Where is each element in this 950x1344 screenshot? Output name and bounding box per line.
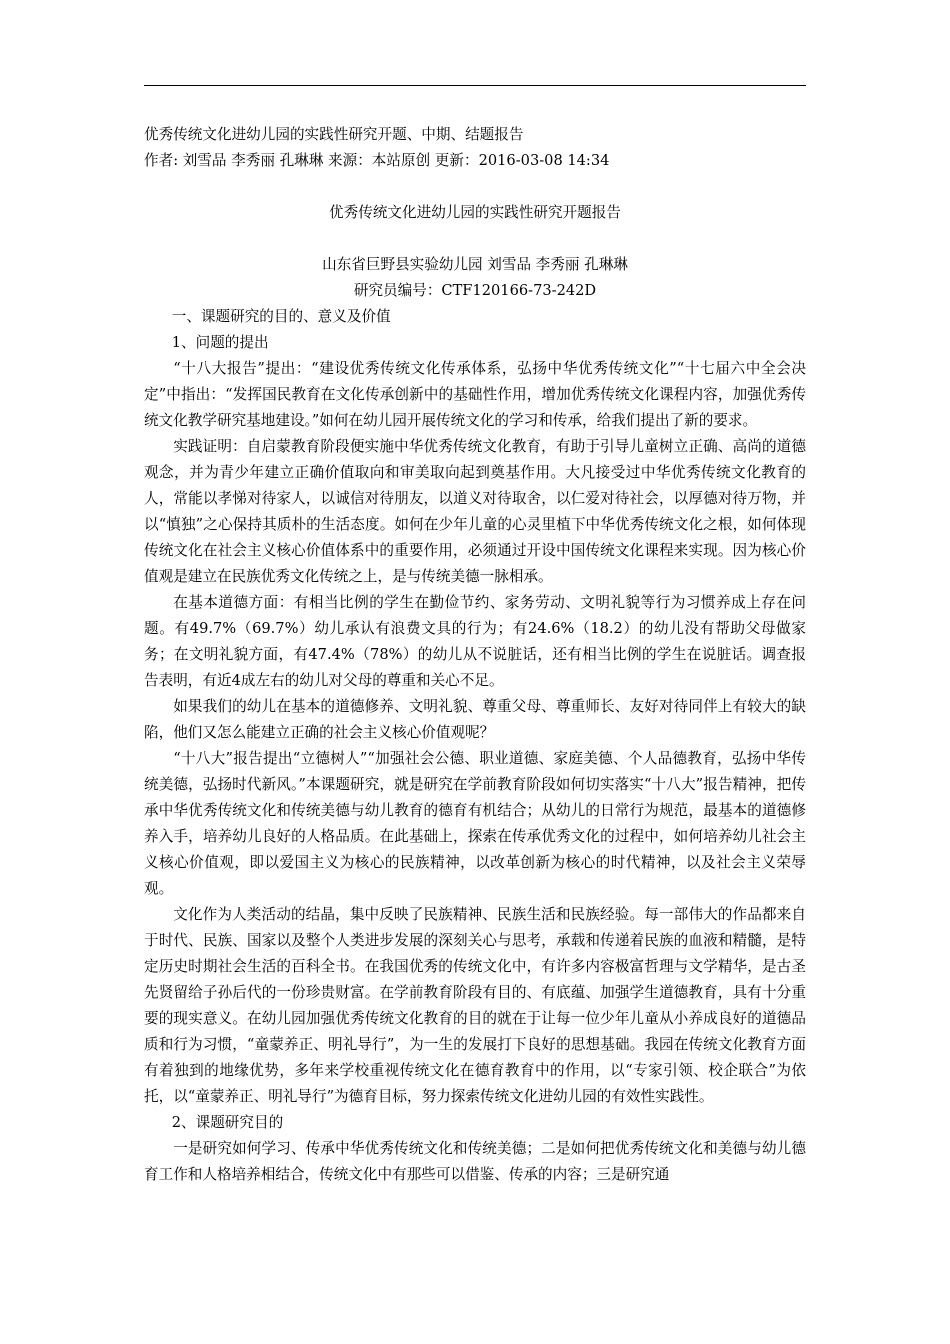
spacer xyxy=(144,226,806,252)
subsection-heading-1-1: 1、问题的提出 xyxy=(171,334,269,351)
subsection-heading-1-2: 2、课题研究目的 xyxy=(171,1114,284,1131)
article-meta: 作者: 刘雪品 李秀丽 孔琳琳 来源：本站原创 更新：2016-03-08 14:34 xyxy=(144,152,610,169)
researcher-id: 研究员编号：CTF120166-73-242D xyxy=(353,282,597,299)
top-rule xyxy=(144,85,806,86)
paragraph-2: 实践证明：自启蒙教育阶段便实施中华优秀传统文化教育，有助于引导儿童树立正确、高尚的道德观念，并为青少年建立正确价值取向和审美取向起到奠基作用。大凡接受过中华优秀传统文化教育的人，常能以孝悌对待家人，以诚信对待朋友，以道义对待取舍，以仁爱对待社会，以厚德对待万物，并以“慎独”之心保持其质朴的生活态度。如何在少年儿童的心灵里植下中华优秀传统文化之根，如何体现传统文化在社会主义核心价值体系中的重要作用，必须通过开设中国传统文化课程来实现。因为核心价值观是建立在民族优秀文化传统之上，是与传统美德一脉相承。 xyxy=(144,438,806,585)
document-body xyxy=(144,122,806,1188)
paragraph-1: “十八大报告”提出：“建设优秀传统文化传承体系，弘扬中华优秀传统文化”“十七届六中全会决定”中指出：“发挥国民教育在文化传承创新中的基础性作用，增加优秀传统文化课程内容，加强优秀传统文化教学研究基地建设。”如何在幼儿园开展传统文化的学习和传承，给我们提出了新的要求。 xyxy=(144,360,806,429)
report-title: 优秀传统文化进幼儿园的实践性研究开题报告 xyxy=(329,204,621,221)
paragraph-5: “十八大”报告提出“立德树人”“加强社会公德、职业道德、家庭美德、个人品德教育，弘扬中华传统美德，弘扬时代新风。”本课题研究，就是研究在学前教育阶段如何切实落实“十八大”报告精神，把传承中华优秀传统文化和传统美德与幼儿教育的德育有机结合；从幼儿的日常行为规范，最基本的道德修养入手，培养幼儿良好的人格品质。在此基础上，探索在传承优秀文化的过程中，如何培养幼儿社会主义核心价值观，即以爱国主义为核心的民族精神，以改革创新为核心的时代精神，以及社会主义荣辱观。 xyxy=(144,750,806,897)
paragraph-7: 一是研究如何学习、传承中华优秀传统文化和传统美德；二是如何把优秀传统文化和美德与幼儿德育工作和人格培养相结合，传统文化中有那些可以借鉴、传承的内容；三是研究通 xyxy=(144,1140,806,1183)
article-title: 优秀传统文化进幼儿园的实践性研究开题、中期、结题报告 xyxy=(144,126,524,143)
paragraph-4: 如果我们的幼儿在基本的道德修养、文明礼貌、尊重父母、尊重师长、友好对待同伴上有较大的缺陷，他们又怎么能建立正确的社会主义核心价值观呢？ xyxy=(144,698,806,741)
paragraph-3: 在基本道德方面：有相当比例的学生在勤俭节约、家务劳动、文明礼貌等行为习惯养成上存在问题。有49.7%（69.7%）幼儿承认有浪费文具的行为；有24.6%（18.2）的幼儿没有帮助父母做家务；在文明礼貌方面，有47.4%（78%）的幼儿从不说脏话，还有相当比例的学生在说脏话。调查报告表明，有近4成左右的幼儿对父母的尊重和关心不足。 xyxy=(144,594,806,689)
report-authors: 山东省巨野县实验幼儿园 刘雪品 李秀丽 孔琳琳 xyxy=(322,256,628,273)
paragraph-6: 文化作为人类活动的结晶，集中反映了民族精神、民族生活和民族经验。每一部伟大的作品都来自于时代、民族、国家以及整个人类进步发展的深刻关心与思考，承载和传递着民族的血液和精髓，是特定历史时期社会生活的百科全书。在我国优秀的传统文化中，有许多内容极富哲理与文学精华，是古圣先贤留给子孙后代的一份珍贵财富。在学前教育阶段有目的、有底蕴、加强学生道德教育，具有十分重要的现实意义。在幼儿园加强优秀传统文化教育的目的就在于让每一位少年儿童从小养成良好的道德品质和行为习惯，“童蒙养正、明礼导行”，为一生的发展打下良好的思想基础。我园在传统文化教育方面有着独到的地缘优势，多年来学校重视传统文化在德育教育中的作用，以“专家引领、校企联合”为依托，以“童蒙养正、明礼导行”为德育目标，努力探索传统文化进幼儿园的有效性实践性。 xyxy=(144,906,806,1105)
spacer xyxy=(144,174,806,200)
section-heading-1: 一、课题研究的目的、意义及价值 xyxy=(171,308,391,325)
